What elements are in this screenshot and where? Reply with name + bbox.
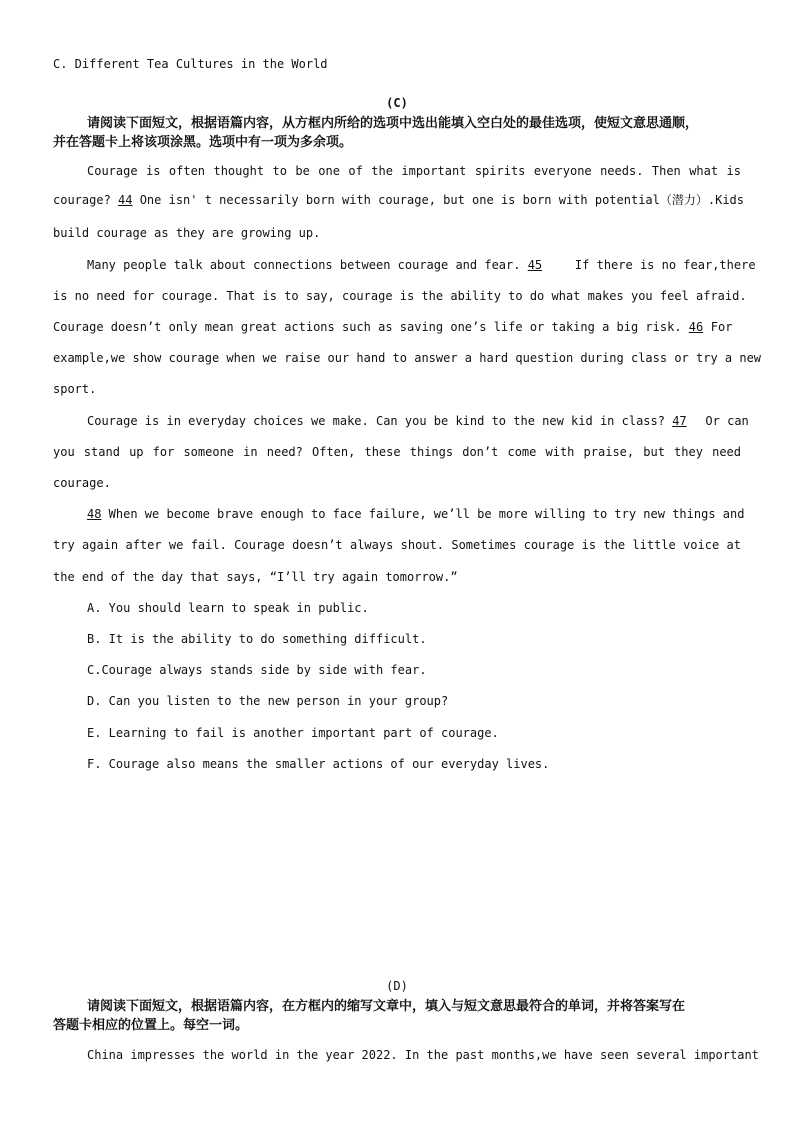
section-d-p1-line-1: China impresses the world in the year 2022. In the past months,we have seen several important (87, 1048, 759, 1062)
option-b[interactable]: B. It is the ability to do something difficult. (87, 632, 427, 646)
p2-line-5: sport. (53, 382, 97, 396)
option-c[interactable]: C.Courage always stands side by side with fear. (87, 663, 427, 677)
p1-line-3: build courage as they are growing up. (53, 226, 321, 240)
prev-option-c: C. Different Tea Cultures in the World (53, 57, 328, 71)
p2-line-1-post: If there is no fear,there (567, 258, 756, 272)
p1-line-2-post: One isn' t necessarily born with courage, but one is born with potential（潜力）.Kids (132, 193, 745, 207)
section-d-instruction-1: 请阅读下面短文，根据语篇内容，在方框内的缩写文章中，填入与短文意思最符合的单词，并将答案写在 (87, 999, 686, 1014)
blank-47[interactable]: 47 (672, 414, 687, 428)
section-c-title: (C) (386, 96, 408, 110)
p2-line-3 (53, 319, 741, 335)
p3-line-1-pre: Courage is in everyday choices we make. Can you be kind to the new kid in class? (87, 414, 673, 428)
blank-44[interactable]: 44 (118, 193, 133, 207)
option-a[interactable]: A. You should learn to speak in public. (87, 601, 369, 615)
section-c-instruction-2: 并在答题卡上将该项涂黑。选项中有一项为多余项。 (53, 135, 353, 150)
p2-line-4: example,we show courage when we raise our hand to answer a hard question during class or try a new (53, 351, 762, 365)
option-d[interactable]: D. Can you listen to the new person in your group? (87, 694, 449, 708)
p1-line-2 (53, 192, 745, 208)
p3-line-3: courage. (53, 476, 111, 490)
section-c-instruction-1: 请阅读下面短文，根据语篇内容，从方框内所给的选项中选出能填入空白处的最佳选项，使短文意思通顺， (87, 116, 699, 131)
blank-48[interactable]: 48 (87, 507, 102, 521)
p2-line-1-pre: Many people talk about connections between courage and fear. (87, 258, 528, 272)
p4-line-1-post: When we become brave enough to face failure, we’ll be more willing to try new things and (101, 507, 745, 521)
blank-46[interactable]: 46 (688, 320, 704, 334)
p2-line-1 (87, 257, 756, 273)
blank-45[interactable]: 45 (527, 258, 543, 272)
p4-line-1 (87, 506, 745, 522)
section-d-instruction-2: 答题卡相应的位置上。每空一词。 (53, 1018, 249, 1033)
p1-line-2-pre: courage? (53, 193, 119, 207)
p3-line-1-post: Or can (698, 414, 749, 428)
p3-line-2: you stand up for someone in need? Often, these things don’t come with praise, but they need (53, 445, 741, 459)
option-e[interactable]: E. Learning to fail is another important part of courage. (87, 726, 499, 740)
option-f[interactable]: F. Courage also means the smaller actions of our everyday lives. (87, 757, 550, 771)
p2-line-3-pre: Courage doesn’t only mean great actions such as saving one’s life or taking a big risk. (53, 320, 689, 334)
section-d-title: (D) (386, 979, 408, 993)
p2-line-2: is no need for courage. That is to say, courage is the ability to do what makes you feel afraid. (53, 289, 747, 303)
p4-line-3: the end of the day that says, “I’ll try again tomorrow.” (53, 570, 458, 584)
p4-line-2: try again after we fail. Courage doesn’t always shout. Sometimes courage is the little voice at (53, 538, 741, 552)
p3-line-1 (87, 413, 749, 429)
p1-line-1: Courage is often thought to be one of the important spirits everyone needs. Then what is (87, 164, 741, 178)
p2-line-3-post: For (710, 320, 733, 334)
